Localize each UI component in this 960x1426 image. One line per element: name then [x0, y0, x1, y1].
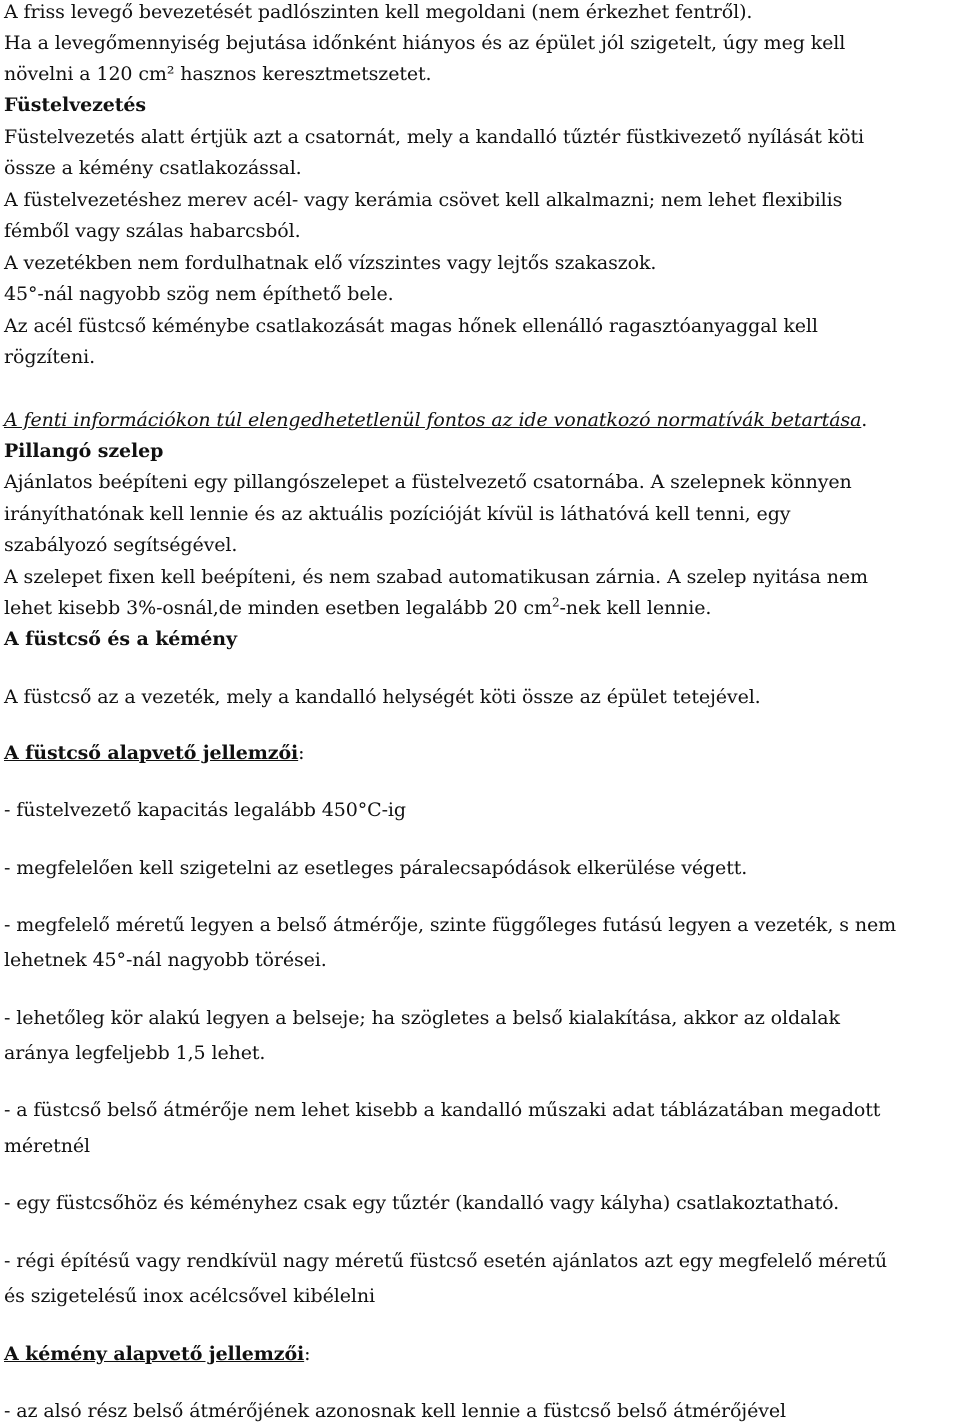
line-text: növelni a 120 cm² hasznos keresztmetszetet.: [4, 63, 432, 85]
text-line: [4, 251, 656, 275]
line-text: A füstcső az a vezeték, mely a kandalló helységét köti össze az épület tetejével.: [4, 686, 761, 708]
text-line: [4, 470, 852, 494]
text-line: [4, 188, 842, 212]
text-line: [4, 533, 237, 557]
line-suffix: -nek kell lennie.: [559, 597, 712, 619]
line-text: - egy füstcsőhöz és kéményhez csak egy tűztér (kandalló vagy kályha) csatlakoztatható.: [4, 1192, 840, 1214]
line-text: lehetnek 45°-nál nagyobb törései.: [4, 949, 327, 971]
line-text: Az acél füstcső kéménybe csatlakozását magas hőnek ellenálló ragasztóanyaggal kell: [4, 315, 818, 337]
heading-text: A füstcső és a kémény: [4, 628, 237, 650]
subheading-colon: :: [304, 1343, 311, 1365]
section-heading-fustelvezetes: [4, 93, 146, 117]
line-text: lehet kisebb 3%-osnál,de minden esetben legalább 20 cm: [4, 597, 552, 619]
line-text: A füstelvezetéshez merev acél- vagy kerámia csövet kell alkalmazni; nem lehet flexibilis: [4, 189, 843, 211]
text-line: [4, 565, 868, 589]
list-item-continuation: [4, 1284, 375, 1308]
superscript: 2: [551, 595, 560, 610]
subheading-text: A füstcső alapvető jellemzői: [4, 742, 299, 764]
line-text: szabályozó segítségével.: [4, 534, 238, 556]
notice-text: A fenti információkon túl elengedhetetlenül fontos az ide vonatkozó normatívák betartása: [4, 409, 862, 431]
list-item: [4, 1098, 880, 1122]
line-text: Ha a levegőmennyiség bejutása időnként hiányos és az épület jól szigetelt, úgy meg kell: [4, 32, 846, 54]
line-text: - megfelelően kell szigetelni az esetleges páralecsapódások elkerülése végett.: [4, 857, 748, 879]
text-line: [4, 0, 752, 24]
line-text: Füstelvezetés alatt értjük azt a csatornát, mely a kandalló tűztér füstkivezető nyílását köti: [4, 126, 864, 148]
text-line: [4, 219, 301, 243]
line-text: 45°-nál nagyobb szög nem építhető bele.: [4, 283, 394, 305]
line-text: - megfelelő méretű legyen a belső átmérője, szinte függőleges futású legyen a vezeték, s nem: [4, 914, 897, 936]
list-item: [4, 1399, 786, 1423]
subheading-fustcso-jellemzoi: [4, 741, 304, 765]
text-line: [4, 31, 845, 55]
text-line: [4, 685, 761, 709]
line-text: irányíthatónak kell lennie és az aktuális pozícióját kívül is láthatóvá kell tenni, egy: [4, 503, 791, 525]
subheading-colon: :: [298, 742, 305, 764]
line-text: A friss levegő bevezetését padlószinten kell megoldani (nem érkezhet fentről).: [4, 1, 753, 23]
text-line: [4, 125, 864, 149]
list-item-continuation: [4, 1134, 90, 1158]
list-item-continuation: [4, 1041, 265, 1065]
text-line: [4, 314, 818, 338]
line-text: - lehetőleg kör alakú legyen a belseje; ha szögletes a belső kialakítása, akkor az oldalak: [4, 1007, 840, 1029]
line-text: A vezetékben nem fordulhatnak elő vízszintes vagy lejtős szakaszok.: [4, 252, 657, 274]
text-line: [4, 156, 302, 180]
line-text: - az alsó rész belső átmérőjének azonosnak kell lennie a füstcső belső átmérőjével: [4, 1400, 786, 1422]
line-text: fémből vagy szálas habarcsból.: [4, 220, 301, 242]
text-line: [4, 282, 394, 306]
heading-text: Pillangó szelep: [4, 440, 164, 462]
line-text: A szelepet fixen kell beépíteni, és nem szabad automatikusan zárnia. A szelep nyitása nem: [4, 566, 868, 588]
list-item: [4, 913, 896, 937]
line-text: és szigetelésű inox acélcsővel kibélelni: [4, 1285, 375, 1307]
line-text: Ajánlatos beépíteni egy pillangószelepet a füstelvezető csatornába. A szelepnek könnyen: [4, 471, 852, 493]
text-line: [4, 62, 432, 86]
list-item: [4, 1006, 840, 1030]
list-item: [4, 856, 747, 880]
line-text: aránya legfeljebb 1,5 lehet.: [4, 1042, 266, 1064]
list-item-continuation: [4, 948, 327, 972]
text-line: [4, 596, 711, 620]
line-text: össze a kémény csatlakozással.: [4, 157, 302, 179]
line-text: - régi építésű vagy rendkívül nagy méretű füstcső esetén ajánlatos azt egy megfelelő méretű: [4, 1250, 887, 1272]
normative-notice: [4, 408, 867, 432]
subheading-kemeny-jellemzoi: [4, 1342, 310, 1366]
heading-text: Füstelvezetés: [4, 94, 147, 116]
list-item: [4, 1249, 887, 1273]
line-text: méretnél: [4, 1135, 90, 1157]
section-heading-fustcso-kemeny: [4, 627, 237, 651]
line-text: - a füstcső belső átmérője nem lehet kisebb a kandalló műszaki adat táblázatában megadott: [4, 1099, 881, 1121]
line-text: - füstelvezető kapacitás legalább 450°C-ig: [4, 799, 406, 821]
text-line: [4, 345, 95, 369]
line-text: rögzíteni.: [4, 346, 96, 368]
notice-period: .: [861, 409, 868, 431]
text-line: [4, 502, 790, 526]
section-heading-pillango-szelep: [4, 439, 163, 463]
list-item: [4, 1191, 839, 1215]
subheading-text: A kémény alapvető jellemzői: [4, 1343, 305, 1365]
list-item: [4, 798, 406, 822]
